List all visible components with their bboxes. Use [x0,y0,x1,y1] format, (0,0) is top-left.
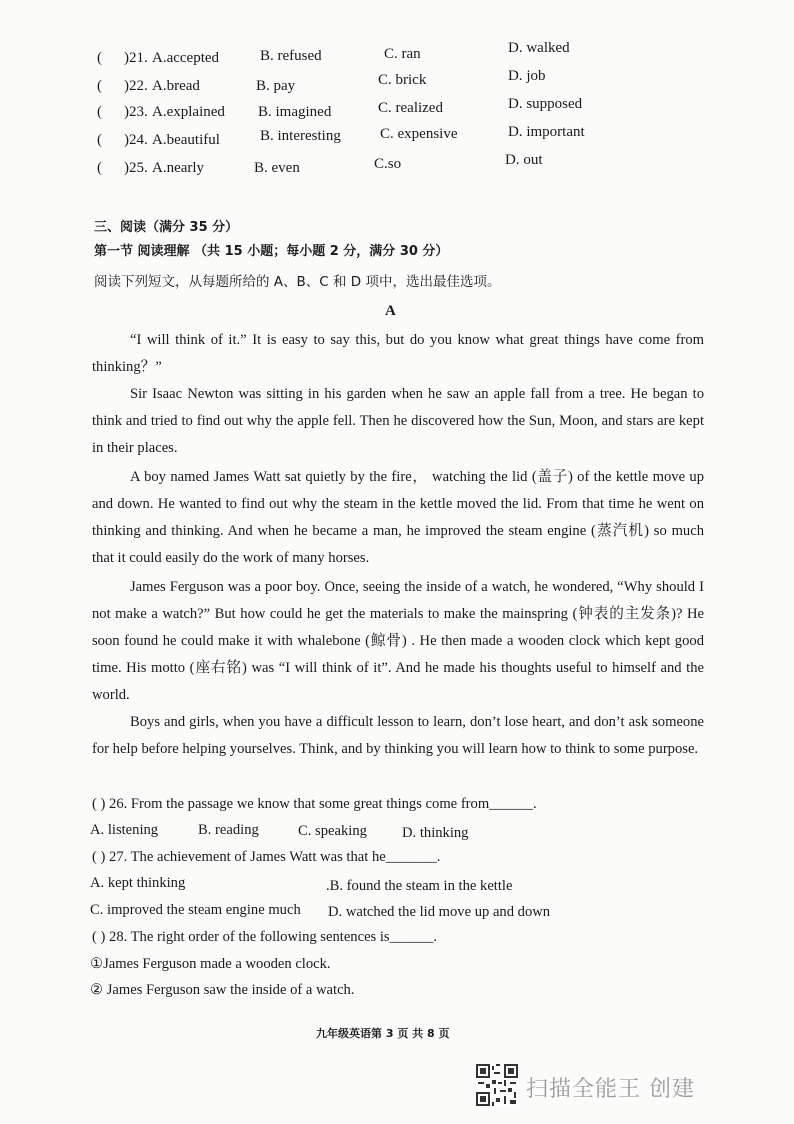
paragraph: Boys and girls, when you have a difficult lesson to learn, don’t lose heart, and don’t ask someone for help before helping yourselves. Think, and by thinking you will learn how to think to some purpose. [92,714,704,757]
section-title: 三、阅读（满分 35 分） [94,220,239,235]
question-26-option-d: D. thinking [402,825,469,841]
question-28-sentence-2: ② James Ferguson saw the inside of a watch. [90,982,355,998]
option-d: D. out [505,152,543,168]
passage [92,574,704,709]
option-c: C. realized [378,100,443,116]
question-27-option-b: .B. found the steam in the kettle [326,878,513,894]
option-a: A.nearly [152,160,205,176]
question-number: )22. [124,78,148,94]
option-b: B. interesting [260,128,341,144]
passage [92,327,704,381]
paragraph: James Ferguson was a poor boy. Once, seeing the inside of a watch, he wondered, “Why should I not make a watch?” But how could he get the materials to make the mainspring (钟表的主发条)? He soon found he could make it with whalebone (鲸骨) . He then made a wooden clock which kept good time. His motto (座右铭) was “I will think of it”. And he made his thoughts useful to himself and the world. [92,579,704,703]
passage [92,381,704,462]
question-27-option-c: C. improved the steam engine much [90,902,301,918]
answer-paren: ( [97,78,102,94]
question-number: )25. [124,160,148,176]
page-footer: 九年级英语第 3 页 共 8 页 [316,1027,450,1040]
option-a: A.accepted [152,50,220,66]
question-28-sentence-1: ①James Ferguson made a wooden clock. [90,956,331,972]
option-a: A.bread [152,78,200,94]
instruction: 阅读下列短文，从每题所给的 A、B、C 和 D 项中，选出最佳选项。 [94,274,501,290]
answer-paren: ( [97,104,102,120]
qr-code-icon [476,1064,518,1106]
question-26-option-c: C. speaking [298,823,367,839]
question-number: )24. [124,132,148,148]
question-number: )23. [124,104,148,120]
question-27-stem: ( ) 27. The achievement of James Watt was that he_______. [92,849,441,865]
scanner-watermark: 扫描全能王 创建 [526,1077,695,1102]
passage [92,464,704,572]
answer-paren: ( [97,50,102,66]
option-b: B. pay [256,78,296,94]
option-d: D. job [508,68,546,84]
answer-paren: ( [97,160,102,176]
option-c: C. ran [384,46,421,62]
paragraph: Sir Isaac Newton was sitting in his garden when he saw an apple fall from a tree. He began to think and tried to find out why the apple fell. Then he discovered how the Sun, Moon, and stars are kept in their places. [92,386,704,456]
paragraph: “I will think of it.” It is easy to say this, but do you know what great things have come from thinking？” [92,332,704,375]
question-26-stem: ( ) 26. From the passage we know that some great things come from______. [92,796,537,812]
subsection-title: 第一节 阅读理解 （共 15 小题；每小题 2 分，满分 30 分） [94,244,449,259]
answer-paren: ( [97,132,102,148]
question-27-option-a: A. kept thinking [90,875,186,891]
passage [92,709,704,763]
question-number: )21. [124,50,148,66]
option-b: B. imagined [258,104,332,120]
passage-label: A [385,303,396,319]
question-28-stem: ( ) 28. The right order of the following sentences is______. [92,929,438,945]
option-d: D. supposed [508,96,583,112]
option-d: D. walked [508,40,570,56]
option-c: C. expensive [380,126,458,142]
question-27-option-d: D. watched the lid move up and down [328,904,551,920]
option-d: D. important [508,124,585,140]
option-c: C.so [374,156,402,172]
paragraph: A boy named James Watt sat quietly by the fire， watching the lid (盖子) of the kettle move up and down. He wanted to find out why the steam in the kettle moved the lid. From that time he went on thinking and thinking. And when he became a man, he improved the steam engine (蒸汽机) so much that it could easily do the work of many horses. [92,469,704,566]
option-a: A.beautiful [152,132,220,148]
option-b: B. refused [260,48,322,64]
option-c: C. brick [378,72,427,88]
option-b: B. even [254,160,300,176]
option-a: A.explained [152,104,225,120]
question-26-option-a: A. listening [90,822,159,838]
question-26-option-b: B. reading [198,822,259,838]
